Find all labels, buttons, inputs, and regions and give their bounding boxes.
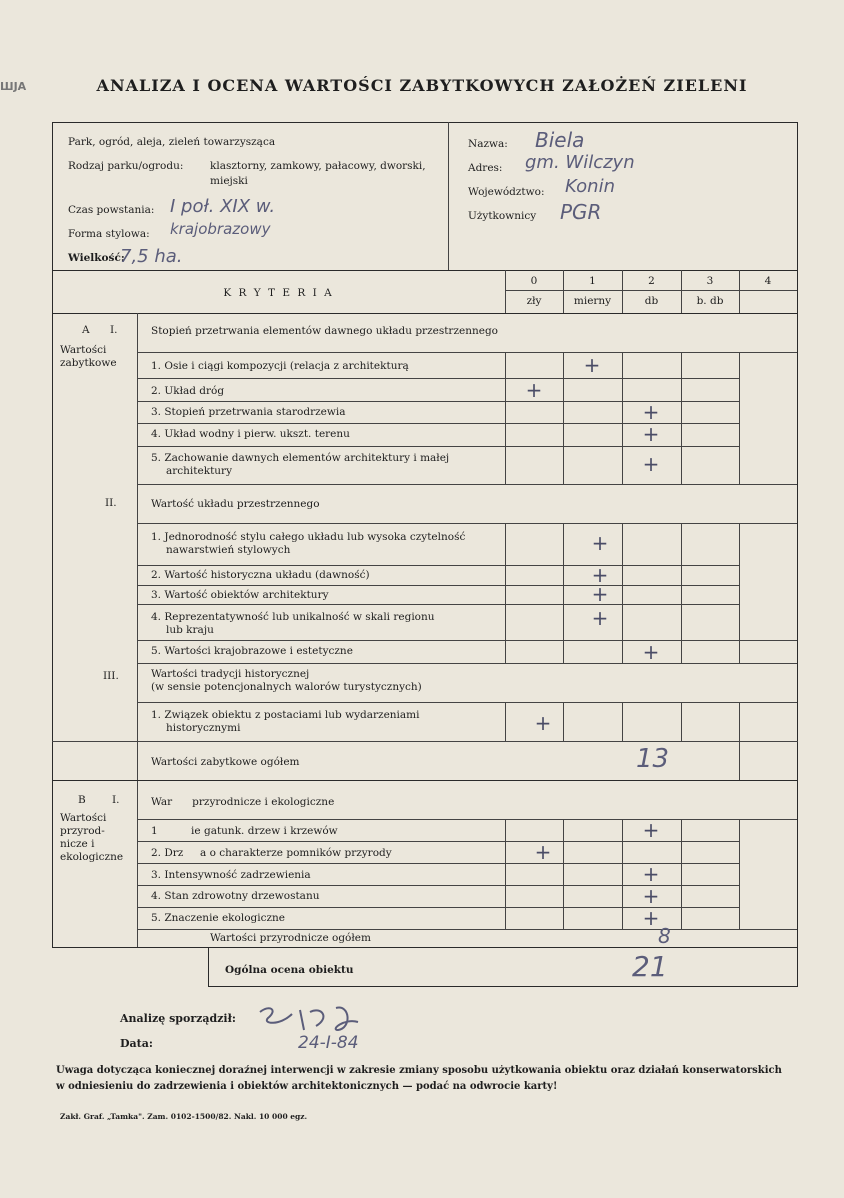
score-3: 3 — [706, 275, 714, 287]
overall-value: 21 — [632, 950, 668, 983]
note-line-2: w odniesieniu do zadrzewienia i obiektów architektonicznych — podać na odwrocie karty! — [56, 1081, 558, 1092]
rodzaj-label: Rodzaj parku/ogrodu: — [68, 160, 184, 172]
forma-label: Forma stylowa: — [68, 228, 150, 240]
mark-a1-row4: + — [642, 422, 660, 446]
score-1: 1 — [589, 275, 596, 287]
wojewodztwo-label: Województwo: — [468, 186, 545, 198]
a2-row3: 3. Wartość obiektów architektury — [151, 589, 329, 601]
section-a-roman-3: III. — [103, 670, 119, 682]
section-b-title-1: Wartości — [60, 812, 107, 824]
mark-a2-row3: + — [591, 582, 609, 606]
section-a-letter: A — [82, 324, 90, 336]
group-a2-heading: Wartość układu przestrzennego — [151, 498, 320, 510]
mark-b-row2: + — [534, 840, 552, 864]
score-label-1: mierny — [573, 295, 612, 307]
a3-row1: 1. Związek obiektu z postaciami lub wydarzeniami — [151, 709, 420, 721]
park-label: Park, ogród, aleja, zieleń towarzysząca — [68, 136, 276, 148]
wojewodztwo-value: Konin — [565, 176, 615, 197]
a2-row2: 2. Wartość historyczna układu (dawność) — [151, 569, 370, 581]
b-row4: 4. Stan zdrowotny drzewostanu — [151, 890, 320, 902]
czas-value: I poł. XIX w. — [170, 196, 276, 217]
wielkosc-value: 7,5 ha. — [120, 246, 183, 267]
mark-b-row5: + — [642, 906, 660, 930]
b-row3: 3. Intensywność zadrzewienia — [151, 869, 311, 881]
kryteria-header: K R Y T E R I A — [223, 287, 334, 299]
a1-row5: 5. Zachowanie dawnych elementów architektury i małej — [151, 452, 450, 464]
adres-value: gm. Wilczyn — [525, 152, 635, 173]
a1-row1: 1. Osie i ciągi kompozycji (relacja z architekturą — [151, 360, 409, 372]
document-title: ANALIZA I OCENA WARTOŚCI ZABYTKOWYCH ZAŁOŻEŃ ZIELENI — [96, 76, 748, 95]
wielkosc-label: Wielkość: — [68, 252, 125, 264]
group-a1-heading: Stopień przetrwania elementów dawnego układu przestrzennego — [151, 325, 498, 337]
mark-a1-row2: + — [525, 378, 543, 402]
score-4: 4 — [764, 275, 772, 287]
uzytkownicy-label: Użytkownicy — [468, 210, 537, 222]
printer-info: Zakł. Graf. „Tamka". Zam. 0102-1500/82. Nakl. 10 000 egz. — [60, 1112, 308, 1121]
rodzaj-options-2: miejski — [210, 175, 248, 187]
b-row1: 1 ie gatunk. drzew i krzewów — [151, 825, 338, 837]
nazwa-label: Nazwa: — [468, 138, 508, 150]
group-a3-heading: Wartości tradycji historycznej — [151, 668, 310, 680]
mark-a2-row2: + — [591, 563, 609, 587]
section-a-roman-2: II. — [105, 497, 117, 509]
a2-row4: 4. Reprezentatywność lub unikalność w skali regionu — [151, 611, 435, 623]
rodzaj-options: klasztorny, zamkowy, pałacowy, dworski, — [210, 160, 426, 172]
nazwa-value: Biela — [535, 128, 585, 152]
mark-a2-row4: + — [591, 606, 609, 630]
forma-value: krajobrazowy — [170, 220, 271, 238]
a1-row5-cont: architektury — [166, 465, 233, 477]
score-2: 2 — [648, 275, 655, 287]
section-b-roman: I. — [112, 794, 120, 806]
note-line-1: Uwaga dotycząca koniecznej doraźnej interwencji w zakresie zmiany sposobu użytkowania obiektu oraz działań konserwatorskich — [56, 1065, 782, 1076]
uzytkownicy-value: PGR — [560, 200, 602, 224]
a2-row5: 5. Wartości krajobrazowe i estetyczne — [151, 645, 353, 657]
edge-mark: ШЈА — [0, 80, 27, 93]
mark-a1-row5: + — [642, 452, 660, 476]
a2-row1: 1. Jednorodność stylu całego układu lub wysoka czytelność — [151, 531, 466, 543]
mark-a3-row1: + — [534, 711, 552, 735]
score-label-2: db — [644, 295, 659, 307]
score-0: 0 — [530, 275, 538, 287]
a1-row3: 3. Stopień przetrwania starodrzewia — [151, 406, 346, 418]
total-a-value: 13 — [636, 744, 670, 774]
data-label: Data: — [120, 1037, 153, 1050]
mark-a2-row1: + — [591, 531, 609, 555]
group-b1-heading: War przyrodnicze i ekologiczne — [151, 796, 335, 808]
a1-row2: 2. Układ dróg — [151, 385, 225, 397]
score-label-3: b. db — [696, 295, 724, 307]
mark-b-row3: + — [642, 862, 660, 886]
b-row2: 2. Drz a o charakterze pomników przyrody — [151, 847, 392, 859]
group-a3-heading-2: (w sensie potencjonalnych walorów turystycznych) — [151, 681, 422, 693]
a3-row1-cont: historycznymi — [166, 722, 241, 734]
b-row5: 5. Znaczenie ekologiczne — [151, 912, 286, 924]
a2-row4-cont: lub kraju — [166, 624, 214, 636]
section-a-roman-1: I. — [110, 324, 118, 336]
czas-label: Czas powstania: — [68, 204, 155, 216]
section-b-title-4: ekologiczne — [60, 851, 124, 863]
section-b-letter: B — [78, 794, 86, 806]
section-b-title-3: nicze i — [60, 838, 95, 850]
mark-a1-row1: + — [583, 353, 601, 377]
section-a-title: Wartości zabytkowe — [60, 344, 117, 369]
mark-b-row4: + — [642, 884, 660, 908]
mark-a1-row3: + — [642, 400, 660, 424]
total-a-label: Wartości zabytkowe ogółem — [151, 756, 300, 768]
a1-row4: 4. Układ wodny i pierw. ukszt. terenu — [151, 428, 350, 440]
data-value: 24-I-84 — [298, 1033, 359, 1053]
mark-a2-row5: + — [642, 640, 660, 664]
analiza-label: Analizę sporządził: — [120, 1012, 236, 1025]
overall-label: Ogólna ocena obiektu — [225, 964, 354, 976]
adres-label: Adres: — [468, 162, 503, 174]
total-b-value: 8 — [658, 924, 671, 948]
mark-b-row1: + — [642, 818, 660, 842]
score-label-0: zły — [526, 295, 542, 307]
section-b-title-2: przyrod- — [60, 825, 105, 837]
a2-row1-cont: nawarstwień stylowych — [166, 544, 291, 556]
total-b-label: Wartości przyrodnicze ogółem — [210, 932, 371, 944]
